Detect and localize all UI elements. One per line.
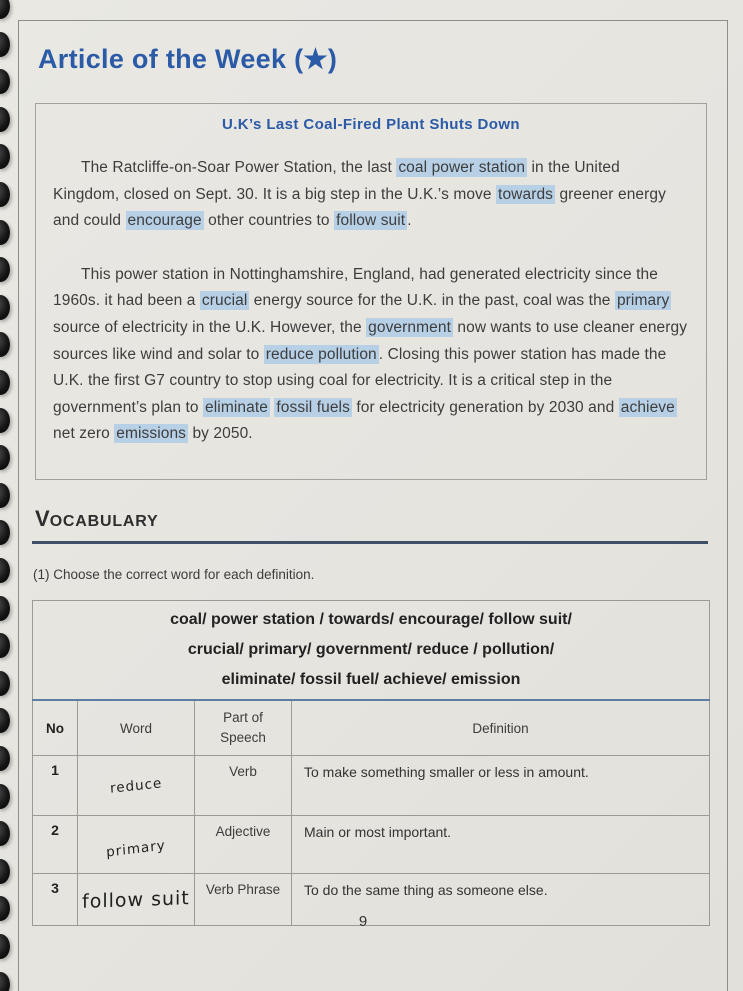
vocabulary-heading-rest: OCABULARY xyxy=(49,513,159,530)
highlighted-word: emissions xyxy=(116,425,187,443)
binding-coil xyxy=(0,370,10,395)
highlighted-word: coal power station xyxy=(398,159,526,176)
text-segment: energy source for the U.K. in the past, coal was the xyxy=(249,292,615,310)
binding-coil xyxy=(0,859,10,884)
binding-coil xyxy=(0,520,10,545)
word-bank-line-1: coal/ power station / towards/ encourage/ follow suit/ xyxy=(170,611,572,628)
vocabulary-heading-initial: V xyxy=(35,506,50,531)
page-number: 9 xyxy=(358,913,368,930)
highlighted-word: follow suit xyxy=(336,212,406,230)
binding-coil xyxy=(0,896,10,921)
spiral-binding xyxy=(0,0,22,991)
row-number: 3 xyxy=(33,874,78,926)
binding-coil xyxy=(0,671,10,696)
highlighted-word: reduce pollution xyxy=(265,345,377,363)
binding-coil xyxy=(0,257,10,282)
text-segment: This power station in Nottinghamshire, England, had generated electricity since the 1960s. it had been a xyxy=(53,265,658,310)
binding-coil xyxy=(0,0,10,19)
text-segment: other countries to xyxy=(203,212,335,230)
binding-coil xyxy=(0,633,10,658)
text-segment: in the United Kingdom, closed on Sept. 30. It is a big step in the U.K.’s move xyxy=(53,159,620,203)
row-number: 1 xyxy=(33,756,78,816)
binding-coil xyxy=(0,596,10,621)
header-pos-line2: Speech xyxy=(220,730,266,745)
definition: To do the same thing as someone else. xyxy=(292,874,710,926)
part-of-speech: Adjective xyxy=(195,816,292,874)
article-paragraph-1 xyxy=(53,155,689,235)
text-segment: net zero xyxy=(53,425,115,443)
binding-coil xyxy=(0,295,10,320)
text-segment: now wants to use cleaner energy sources like wind and solar to xyxy=(53,318,688,363)
highlighted-word: eliminate xyxy=(205,398,268,416)
handwritten-answer: follow suit xyxy=(78,874,195,926)
definition: Main or most important. xyxy=(292,816,710,874)
part-of-speech: Verb xyxy=(195,756,292,816)
binding-coil xyxy=(0,972,10,991)
table-row xyxy=(33,756,710,816)
highlighted-word: government xyxy=(368,318,451,336)
word-bank-line-2: crucial/ primary/ government/ reduce / pollution/ xyxy=(187,641,555,658)
text-segment: by 2050. xyxy=(188,425,253,443)
article-box xyxy=(35,103,707,480)
binding-coil xyxy=(0,934,10,959)
binding-coil xyxy=(0,182,10,207)
section-divider-line xyxy=(32,541,708,544)
article-paragraph-2 xyxy=(53,262,689,448)
instruction-text: (1) Choose the correct word for each definition. xyxy=(33,567,315,582)
highlighted-word: towards xyxy=(498,185,554,203)
row-number: 2 xyxy=(33,816,78,874)
highlighted-word: primary xyxy=(616,292,670,310)
header-part-of-speech xyxy=(195,700,292,756)
handwritten-answer: primary xyxy=(78,816,195,874)
text-segment: The Ratcliffe-on-Soar Power Station, the last xyxy=(81,159,397,176)
text-segment: source of electricity in the U.K. However, the xyxy=(53,318,367,336)
binding-coil xyxy=(0,708,10,733)
text-segment: . Closing this power station has made the U.K. the first G7 country to stop using coal for electricity. It is a critical step in the government’s plan to xyxy=(53,345,667,416)
definition: To make something smaller or less in amount. xyxy=(292,756,710,816)
vocabulary-table xyxy=(32,600,710,926)
word-bank-line-3: eliminate/ fossil fuel/ achieve/ emission xyxy=(221,671,521,688)
header-word: Word xyxy=(78,700,195,756)
highlighted-word: fossil fuels xyxy=(276,398,350,416)
page-title: Article of the Week (★) xyxy=(38,44,338,74)
header-definition: Definition xyxy=(292,700,710,756)
binding-coil xyxy=(0,107,10,132)
text-segment: greener energy and could xyxy=(53,185,666,230)
table-row xyxy=(33,816,710,874)
highlighted-word: encourage xyxy=(127,212,202,230)
header-no: No xyxy=(33,700,78,756)
header-pos-line1: Part of xyxy=(223,710,263,725)
binding-coil xyxy=(0,32,10,57)
text-segment: for electricity generation by 2030 and xyxy=(351,398,619,416)
binding-coil xyxy=(0,408,10,433)
binding-coil xyxy=(0,445,10,470)
binding-coil xyxy=(0,69,10,94)
binding-coil xyxy=(0,746,10,771)
binding-coil xyxy=(0,558,10,583)
text-segment: . xyxy=(407,212,412,230)
table-header-row xyxy=(33,700,710,756)
word-bank-row xyxy=(33,601,710,701)
vocabulary-section-heading xyxy=(35,506,159,532)
binding-coil xyxy=(0,784,10,809)
binding-coil xyxy=(0,332,10,357)
highlighted-word: crucial xyxy=(201,292,248,310)
binding-coil xyxy=(0,144,10,169)
article-heading: U.K’s Last Coal-Fired Plant Shuts Down xyxy=(221,116,520,133)
handwritten-answer: reduce xyxy=(78,756,195,816)
binding-coil xyxy=(0,220,10,245)
highlighted-word: achieve xyxy=(620,398,675,416)
binding-coil xyxy=(0,483,10,508)
part-of-speech: Verb Phrase xyxy=(195,874,292,926)
binding-coil xyxy=(0,821,10,846)
word-bank xyxy=(33,601,710,701)
